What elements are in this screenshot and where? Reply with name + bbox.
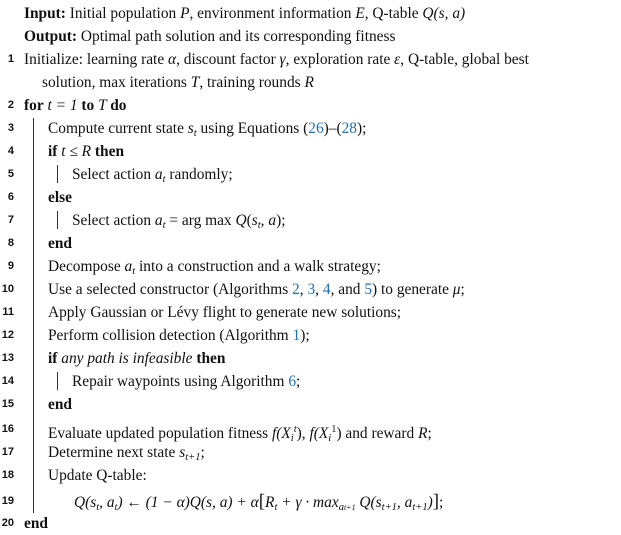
line-number: 3 bbox=[7, 122, 14, 134]
line-number: 13 bbox=[1, 352, 14, 364]
keyword-do: do bbox=[110, 97, 127, 114]
input-text bbox=[24, 2, 465, 25]
algo-line-20 bbox=[0, 512, 621, 535]
line-number: 7 bbox=[7, 214, 14, 226]
input-var-e: E bbox=[355, 5, 365, 22]
keyword-then: then bbox=[196, 350, 226, 367]
text-part: , exploration rate bbox=[285, 51, 395, 68]
text-part: ), bbox=[296, 425, 310, 442]
formula-part: , a bbox=[99, 494, 115, 511]
text-part: , bbox=[299, 281, 308, 298]
text-part: (X bbox=[313, 425, 329, 442]
formula-part: R bbox=[265, 494, 275, 511]
formula-part: , a bbox=[396, 494, 413, 511]
text-part: ; bbox=[200, 444, 205, 461]
algorithm-ref-link[interactable]: 1 bbox=[292, 327, 301, 344]
formula-part: + γ · max bbox=[277, 494, 339, 511]
text-part: ); bbox=[276, 212, 286, 229]
condition-text: any path is infeasible bbox=[57, 350, 197, 367]
output-line bbox=[0, 25, 621, 48]
subscript-t: t bbox=[96, 502, 100, 513]
text-part: Perform collision detection (Algorithm bbox=[48, 327, 293, 344]
text-part: Evaluate updated population fitness bbox=[48, 425, 272, 442]
equation-ref-link[interactable]: 28 bbox=[341, 120, 357, 137]
keyword-end: end bbox=[48, 235, 72, 252]
keyword-then: then bbox=[94, 143, 124, 160]
line-text bbox=[42, 71, 314, 94]
text-part: Use a selected constructor (Algorithms bbox=[48, 281, 293, 298]
subscript-i: i bbox=[328, 433, 332, 444]
algo-line-12 bbox=[0, 324, 621, 347]
line-text bbox=[48, 278, 465, 301]
text-part: t ≤ R bbox=[57, 143, 95, 160]
var-s: s bbox=[179, 444, 186, 461]
algo-line-15 bbox=[0, 393, 621, 416]
input-text-a: Initial population bbox=[65, 5, 181, 22]
superscript-t: t bbox=[293, 424, 297, 435]
text-part: using Equations ( bbox=[196, 120, 309, 137]
output-text bbox=[24, 25, 396, 48]
var-f: f bbox=[309, 425, 314, 442]
input-line bbox=[0, 2, 621, 25]
text-part: T bbox=[94, 97, 111, 114]
algorithm-ref-link[interactable]: 4 bbox=[322, 281, 331, 298]
line-number: 10 bbox=[1, 283, 14, 295]
keyword-if: if bbox=[48, 143, 58, 160]
var-mu: μ bbox=[452, 281, 461, 298]
equation-ref-link[interactable]: 26 bbox=[308, 120, 324, 137]
line-number: 4 bbox=[7, 145, 14, 157]
text-part: Select action bbox=[72, 212, 155, 229]
line-text: Apply Gaussian or Lévy flight to generate new solutions; bbox=[48, 304, 402, 321]
line-number: 16 bbox=[1, 423, 14, 435]
var-R: R bbox=[304, 74, 314, 91]
algorithm-ref-link[interactable]: 3 bbox=[307, 281, 316, 298]
text-part: = arg max bbox=[165, 212, 236, 229]
line-text bbox=[24, 48, 529, 71]
text-part: t = 1 bbox=[43, 97, 82, 114]
text-part: , and bbox=[330, 281, 365, 298]
text-part: )–( bbox=[323, 120, 342, 137]
algo-line-8 bbox=[0, 232, 621, 255]
text-part: ; bbox=[296, 373, 301, 390]
input-text-b: , environment information bbox=[189, 5, 356, 22]
text-part: solution, max iterations bbox=[42, 74, 191, 91]
algo-line-5 bbox=[0, 163, 621, 186]
subscript-t-plus-1: t+1 bbox=[343, 503, 356, 512]
var-a: a bbox=[268, 212, 277, 229]
line-text bbox=[72, 370, 300, 393]
line-number: 5 bbox=[7, 168, 14, 180]
subscript-t-plus-1: t+1 bbox=[381, 502, 397, 513]
text-part: ( bbox=[246, 212, 252, 229]
text-part: Decompose bbox=[48, 258, 125, 275]
var-a: a bbox=[124, 258, 133, 275]
line-number: 6 bbox=[7, 191, 14, 203]
algo-line-11 bbox=[0, 301, 621, 324]
subscript-t: t bbox=[274, 502, 278, 513]
formula-part: ) ← (1 − α)Q(s, a) + α bbox=[117, 494, 259, 511]
line-number: 15 bbox=[1, 398, 14, 410]
keyword-else: else bbox=[48, 189, 72, 206]
right-bracket: ] bbox=[432, 491, 440, 512]
line-number: 11 bbox=[2, 306, 14, 318]
keyword-to: to bbox=[81, 97, 95, 114]
text-part: , discount factor bbox=[176, 51, 280, 68]
left-bracket: [ bbox=[258, 491, 266, 512]
keyword-if: if bbox=[48, 350, 58, 367]
subscript-t: t bbox=[257, 220, 261, 231]
text-part: Select action bbox=[72, 166, 155, 183]
line-number: 9 bbox=[7, 260, 14, 272]
output-label: Output: bbox=[24, 28, 78, 45]
text-part: ) to generate bbox=[372, 281, 453, 298]
var-s: s bbox=[251, 212, 258, 229]
formula-part: ; bbox=[439, 494, 444, 511]
subscript-t: t bbox=[114, 502, 118, 513]
line-text bbox=[48, 347, 225, 370]
text-part: ; bbox=[427, 425, 432, 442]
text-part: , training rounds bbox=[199, 74, 305, 91]
algo-line-17 bbox=[0, 441, 621, 464]
line-number: 12 bbox=[1, 329, 14, 341]
line-text bbox=[48, 140, 124, 163]
algo-line-4 bbox=[0, 140, 621, 163]
var-gamma: γ bbox=[279, 51, 286, 68]
line-number: 19 bbox=[1, 495, 14, 507]
subscript-t: t+1 bbox=[185, 452, 201, 463]
text-part: ) and reward bbox=[336, 425, 419, 442]
input-label: Input: bbox=[24, 5, 66, 22]
keyword-end: end bbox=[48, 396, 72, 413]
subscript-i: i bbox=[290, 433, 294, 444]
superscript-1: 1 bbox=[331, 424, 337, 435]
text-part: Initialize: learning rate bbox=[24, 51, 169, 68]
subscript-t: t bbox=[162, 220, 166, 231]
subscript-t: t bbox=[162, 174, 166, 185]
algo-line-10 bbox=[0, 278, 621, 301]
algo-line-3 bbox=[0, 117, 621, 140]
algo-line-13 bbox=[0, 347, 621, 370]
var-T: T bbox=[190, 74, 200, 91]
algo-line-6 bbox=[0, 186, 621, 209]
subscript-t: t bbox=[132, 266, 136, 277]
text-part: randomly; bbox=[165, 166, 233, 183]
line-number: 18 bbox=[1, 469, 14, 481]
text-part: ); bbox=[300, 327, 310, 344]
line-number: 17 bbox=[1, 446, 14, 458]
var-alpha: α bbox=[168, 51, 177, 68]
algo-line-18 bbox=[0, 464, 621, 487]
var-R: R bbox=[418, 425, 428, 442]
line-number: 14 bbox=[1, 375, 14, 387]
text-part: (X bbox=[276, 425, 291, 442]
var-a: a bbox=[154, 166, 163, 183]
formula-part: Q(s bbox=[355, 494, 382, 511]
text-part: ); bbox=[357, 120, 367, 137]
text-part: , Q-table, global best bbox=[400, 51, 529, 68]
text-part: , bbox=[260, 212, 269, 229]
algo-line-9 bbox=[0, 255, 621, 278]
algo-line-1-cont bbox=[0, 71, 621, 94]
line-text bbox=[24, 94, 126, 117]
algorithm-ref-link[interactable]: 2 bbox=[292, 281, 300, 298]
formula-part: Q(s bbox=[74, 494, 97, 511]
var-s: s bbox=[187, 120, 194, 137]
keyword-end: end bbox=[24, 515, 48, 532]
var-f: f bbox=[271, 425, 277, 442]
formula-part: ) bbox=[427, 494, 433, 511]
text-part: , bbox=[315, 281, 323, 298]
algo-line-14 bbox=[0, 370, 621, 393]
subscript-t-plus-1: t+1 bbox=[412, 502, 428, 513]
text-part: into a construction and a walk strategy; bbox=[135, 258, 381, 275]
text-part: Determine next state bbox=[48, 444, 180, 461]
algo-line-1 bbox=[0, 48, 621, 71]
var-Q: Q bbox=[235, 212, 247, 229]
input-var-q: Q(s, a) bbox=[422, 5, 466, 22]
input-var-p: P bbox=[180, 5, 190, 22]
algorithm-ref-link[interactable]: 6 bbox=[288, 373, 297, 390]
line-text bbox=[48, 324, 310, 347]
subscript-a: a bbox=[338, 502, 344, 513]
keyword-for: for bbox=[24, 97, 44, 114]
algorithm-ref-link[interactable]: 5 bbox=[364, 281, 373, 298]
algo-line-2 bbox=[0, 94, 621, 117]
line-text: Update Q-table: bbox=[48, 467, 147, 484]
algo-line-19 bbox=[0, 490, 621, 513]
line-number: 8 bbox=[7, 237, 14, 249]
algo-line-16 bbox=[0, 418, 621, 444]
line-number: 1 bbox=[7, 53, 14, 65]
var-epsilon: ε bbox=[394, 51, 401, 68]
line-number: 2 bbox=[7, 99, 14, 111]
text-part: Repair waypoints using Algorithm bbox=[72, 373, 289, 390]
algo-line-7 bbox=[0, 209, 621, 232]
text-part: ; bbox=[460, 281, 465, 298]
input-text-c: , Q-table bbox=[364, 5, 423, 22]
text-part: Compute current state bbox=[48, 120, 188, 137]
output-description: Optimal path solution and its corresponding fitness bbox=[77, 28, 396, 45]
var-a: a bbox=[154, 212, 163, 229]
line-number: 20 bbox=[1, 517, 14, 529]
subscript-t: t bbox=[193, 128, 197, 139]
